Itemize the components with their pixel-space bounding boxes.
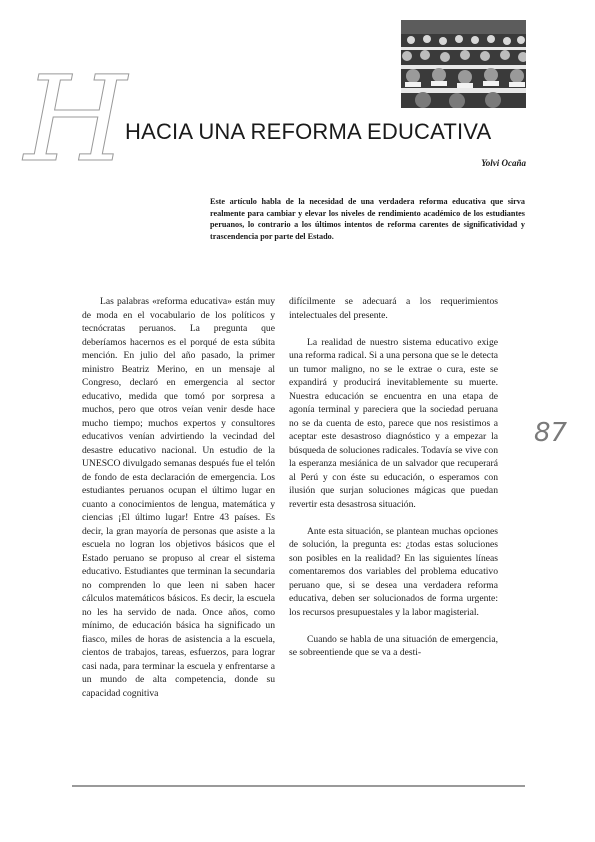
classroom-photo bbox=[401, 20, 526, 108]
body-paragraph: La realidad de nuestro sistema educativo exige una reforma radical. Si a una persona que se le detecta un tumor maligno, no se le extrae o cura, este se expandirá y producirá inevitablemente su muerte. Nuestra educación se encuentra en una etapa de agonía terminal y pareciera que la sociedad peruana no se da cuenta de esto, parece que nos resistimos a aceptar este desastroso diagnóstico y a empezar la búsqueda de soluciones radicales. Todavía se vive con la esperanza mesiánica de un salvador que recuperará al Perú y con éste su educación, o esperamos con ilusión que surjan soluciones mágicas que puedan revertir esta desastrosa situación. bbox=[289, 336, 498, 510]
body-paragraph: Cuando se habla de una situación de emergencia, se sobreentiende que se va a desti- bbox=[289, 633, 498, 658]
article-abstract: Este artículo habla de la necesidad de una verdadera reforma educativa que sirva realmente para cambiar y elevar los niveles de rendimiento académico de los estudiantes peruanos, lo contrario a los últimos intentos de reforma carentes de significatividad y trascendencia por parte del Estado. bbox=[210, 197, 525, 241]
footer-rule bbox=[72, 785, 525, 787]
body-paragraph: Las palabras «reforma educativa» están muy de moda en el vocabulario de los políticos y tecnócratas peruanos. La pregunta que deberíamos hacernos es el porqué de esta súbita mención. En julio del año pasado, la primer ministro Beatriz Merino, en un mensaje al Congreso, declaró en emergencia al sector educativo, medida que tomó por sorpresa a muchos, pero que otros veían venir desde hace mucho tiempo; muchos expertos y consultores educativos venían advirtiendo la vecindad del desastre educativo nacional. Un estudio de la UNESCO divulgado semanas después fue el telón de fondo de esta declaración de emergencia. Los estudiantes peruanos ocupan el último lugar en cuanto a conocimientos de lengua, matemática y ciencias ¡El último lugar! Entre 43 países. Es decir, la gran mayoría de personas que asiste a la escuela no logran los objetivos básicos que el Estado peruano se propuso al crear el sistema educativo. Estudiantes que terminan la secundaria no comprenden lo que leen ni saben hacer cálculos matemáticos básicos. Es decir, la escuela no les ha servido de nada. Once años, como mínimo, de educación básica ha significado un fiasco, miles de horas de asistencia a la escuela, cientos de trabajos, tareas, esfuerzos, para lograr casi nada, para terminar la escuela y enfrentarse a un mundo de alta competencia, donde su capacidad cognitiva bbox=[82, 296, 275, 699]
body-column-right bbox=[289, 295, 498, 673]
page-number: 87 bbox=[534, 418, 568, 448]
body-paragraph: Ante esta situación, se plantean muchas opciones de solución, la pregunta es: ¿todas estas soluciones son posibles en la realidad? En las siguientes líneas comentaremos dos variables del problema educativo peruano que, si se desea una verdadera reforma educativa, deben ser solucionados de forma urgente: los recursos presupuestales y la labor magisterial. bbox=[289, 525, 498, 618]
body-paragraph: difícilmente se adecuará a los requerimientos intelectuales del presente. bbox=[289, 296, 498, 321]
classroom-photo-graphic bbox=[401, 20, 526, 108]
author-name: Yolvi Ocaña bbox=[481, 158, 526, 168]
article-title: HACIA UNA REFORMA EDUCATIVA bbox=[125, 119, 492, 144]
body-column-left bbox=[82, 295, 275, 714]
decorative-initial: H bbox=[24, 50, 127, 188]
